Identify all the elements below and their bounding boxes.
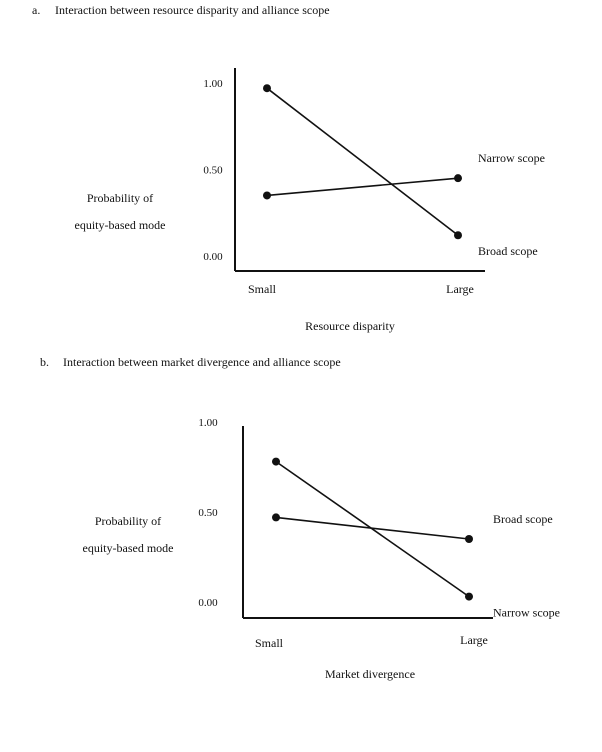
y-tick-label: 0.50 (198, 507, 218, 519)
y-tick-label: 0.50 (203, 164, 223, 177)
series-line (276, 462, 469, 597)
x-tick-label: Large (446, 282, 474, 296)
y-axis-label: equity-based mode (82, 541, 174, 555)
series-label: Narrow scope (478, 151, 545, 166)
x-tick-label: Small (254, 636, 284, 650)
data-point (263, 84, 271, 92)
y-axis-label: Probability of (94, 514, 162, 528)
panel-label: b. (40, 355, 49, 369)
data-point (263, 191, 271, 199)
x-tick-label: Small (247, 282, 277, 296)
panel-label: a. (32, 3, 41, 17)
data-point (465, 535, 473, 543)
series-label: Broad scope (493, 512, 553, 526)
series-line (267, 88, 458, 235)
y-tick-label: 0.00 (198, 597, 218, 609)
series-label: Narrow scope (493, 605, 560, 620)
data-point (272, 513, 280, 521)
y-axis-label: equity-based mode (74, 218, 166, 232)
data-point (454, 231, 462, 239)
data-point (465, 593, 473, 601)
y-tick-label: 1.00 (198, 417, 218, 429)
y-tick-label: 0.00 (203, 251, 223, 263)
y-axis-label: Probability of (86, 191, 154, 205)
chart-title: Interaction between resource disparity and alliance scope (55, 3, 330, 17)
x-tick-label: Large (460, 633, 488, 647)
x-axis-label: Resource disparity (305, 319, 395, 333)
x-axis-label: Market divergence (324, 667, 416, 681)
data-point (454, 174, 462, 182)
y-tick-label: 1.00 (203, 78, 223, 90)
series-line (267, 178, 458, 195)
data-point (272, 458, 280, 466)
chart-title: Interaction between market divergence and alliance scope (63, 355, 341, 369)
series-label: Broad scope (478, 244, 538, 259)
